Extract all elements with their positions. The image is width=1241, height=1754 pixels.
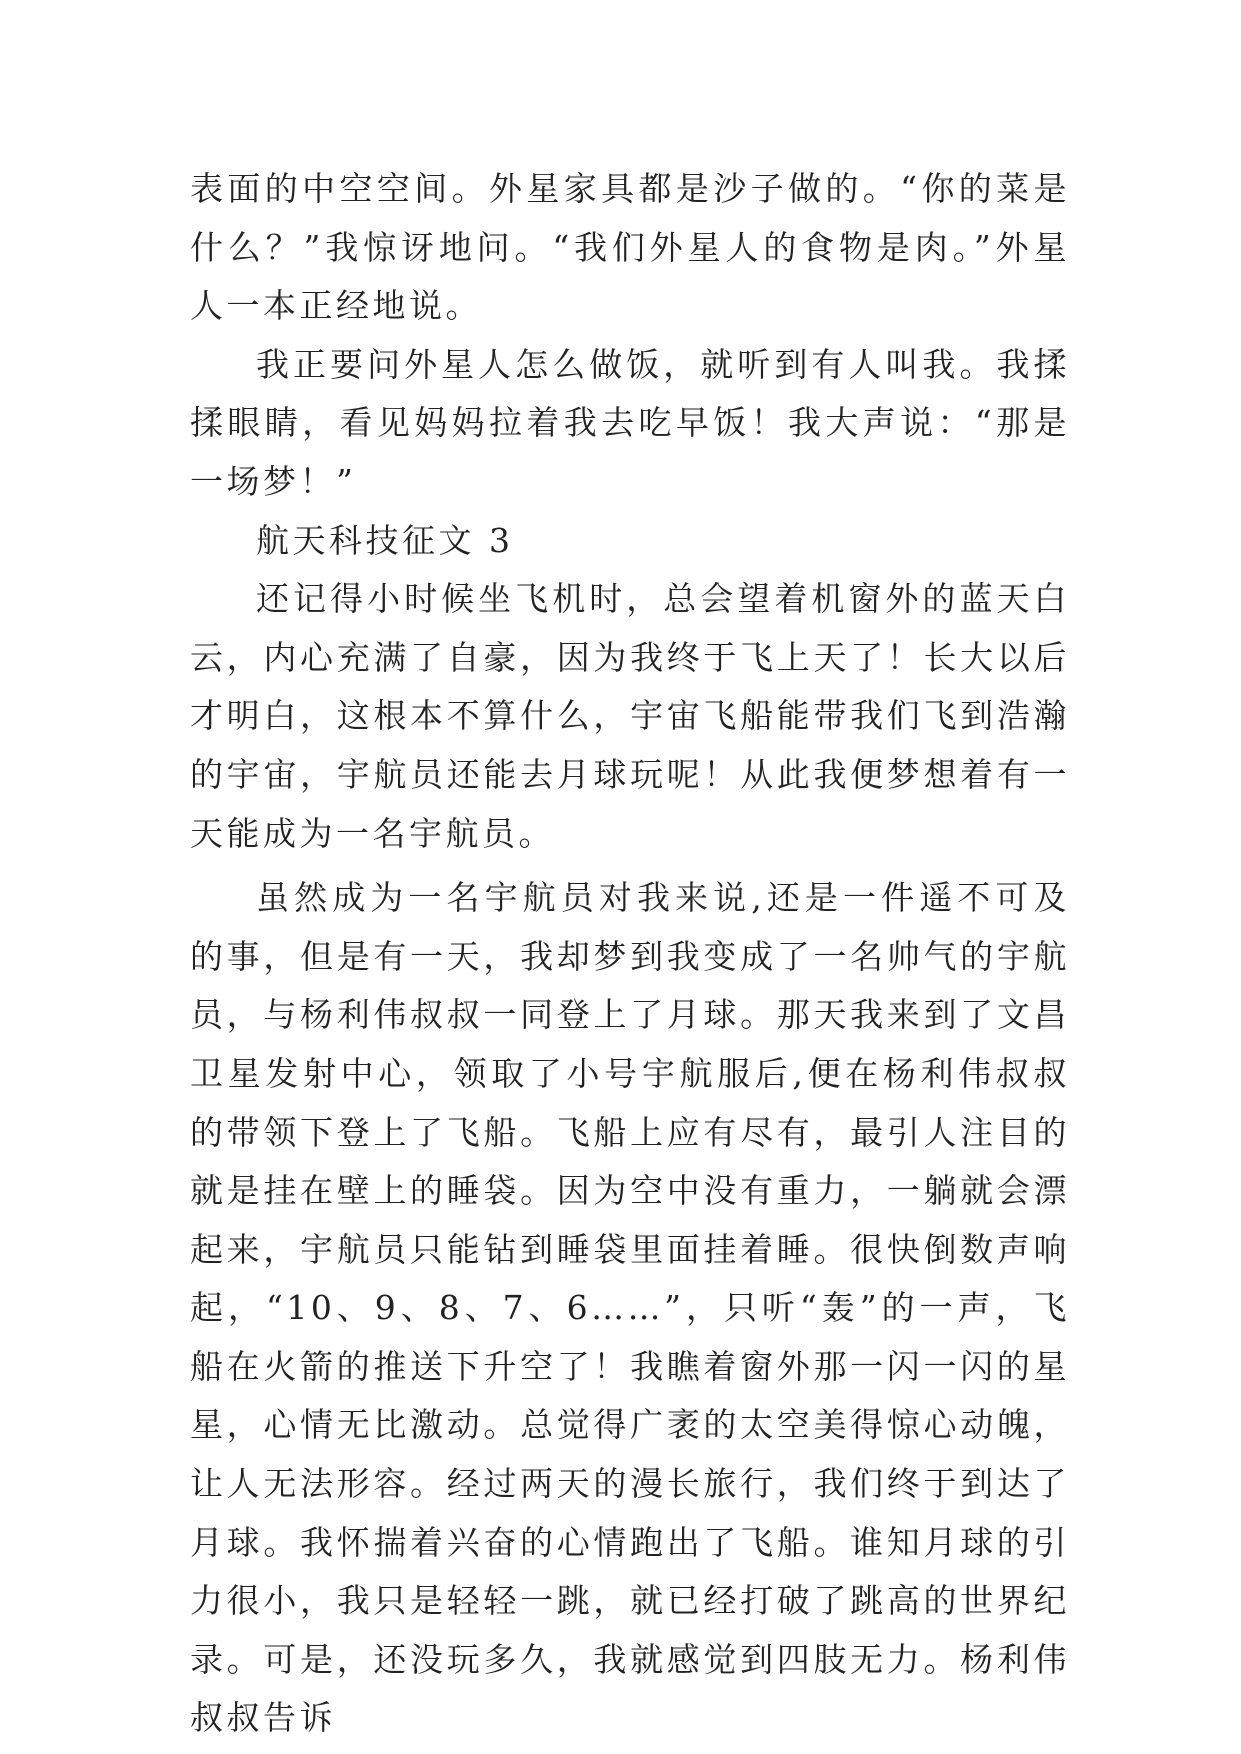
paragraph-dream-ending: 我正要问外星人怎么做饭，就听到有人叫我。我揉揉眼睛，看见妈妈拉着我去吃早饭！我大声说：“那是一场梦！” [190,344,1070,501]
article-body [190,160,1070,1748]
paragraph-moon-dream: 虽然成为一名宇航员对我来说,还是一件遥不可及的事，但是有一天，我却梦到我变成了一名帅气的宇航员，与杨利伟叔叔一同登上了月球。那天我来到了文昌卫星发射中心，领取了小号宇航服后,便在杨利伟叔叔的带领下登上了飞船。飞船上应有尽有，最引人注目的就是挂在壁上的睡袋。因为空中没有重力，一躺就会漂起来，宇航员只能钻到睡袋里面挂着睡。很快倒数声响起，“10、9、8、7、6……”，只听“轰”的一声，飞船在火箭的推送下升空了！我瞧着窗外那一闪一闪的星星，心情无比激动。总觉得广袤的太空美得惊心动魄，让人无法形容。经过两天的漫长旅行，我们终于到达了月球。我怀揣着兴奋的心情跑出了飞船。谁知月球的引力很小，我只是轻轻一跳，就已经打破了跳高的世界纪录。可是，还没玩多久，我就感觉到四肢无力。杨利伟叔叔告诉 [190,878,1070,1738]
section-heading: 航天科技征文 3 [256,520,514,560]
paragraph-childhood: 还记得小时候坐飞机时，总会望着机窗外的蓝天白云，内心充满了自豪，因为我终于飞上天了！长大以后才明白，这根本不算什么，宇宙飞船能带我们飞到浩瀚的宇宙，宇航员还能去月球玩呢！从此我便梦想着有一天能成为一名宇航员。 [190,579,1070,853]
paragraph-continued: 表面的中空空间。外星家具都是沙子做的。“你的菜是什么？”我惊讶地问。“我们外星人的食物是肉。”外星人一本正经地说。 [190,169,1070,326]
